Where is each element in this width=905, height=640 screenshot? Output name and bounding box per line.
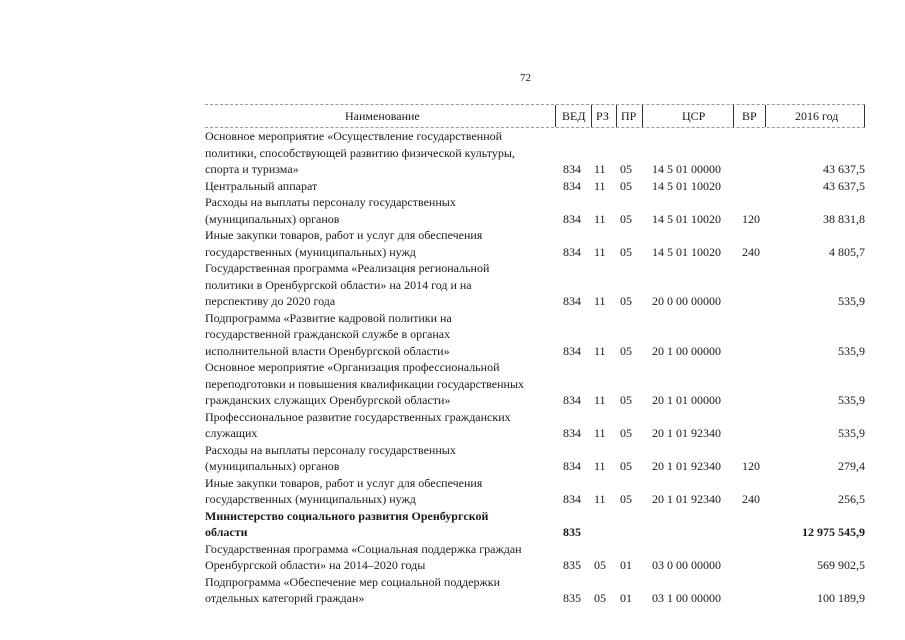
- cell-amount: 100 189,9: [817, 591, 865, 605]
- cell-amount: 43 637,5: [823, 162, 865, 176]
- cell-pr: 05: [620, 211, 632, 226]
- cell-amount: 38 831,8: [823, 211, 865, 226]
- cell-csr: 14 5 01 10020: [652, 244, 721, 259]
- column-divider: [616, 105, 617, 127]
- table-row: [205, 310, 865, 360]
- table-row: [205, 227, 865, 260]
- cell-rz: 11: [594, 211, 606, 226]
- cell-vr: 120: [742, 459, 760, 473]
- cell-amount: 569 902,5: [817, 558, 865, 572]
- row-name: [205, 475, 550, 508]
- cell-pr: 05: [620, 244, 632, 259]
- row-name-line: (муниципальных) органов: [205, 459, 340, 473]
- cell-rz: 11: [594, 178, 606, 193]
- budget-table: [205, 104, 865, 607]
- row-name: [205, 128, 550, 178]
- header-name: Наименование: [345, 109, 420, 123]
- cell-pr: 01: [620, 558, 632, 572]
- row-name: [205, 227, 550, 260]
- column-divider: [765, 105, 766, 127]
- table-row: [205, 194, 865, 227]
- cell-ved: 834: [563, 459, 581, 473]
- table-body: [205, 128, 865, 607]
- cell-csr: 14 5 01 00000: [652, 162, 721, 176]
- cell-ved: 834: [563, 393, 581, 407]
- header-rz: РЗ: [596, 109, 609, 123]
- table-row: [205, 359, 865, 409]
- cell-rz: 11: [594, 426, 606, 440]
- cell-amount: 535,9: [838, 343, 865, 358]
- cell-pr: 01: [620, 591, 632, 605]
- cell-csr: 14 5 01 10020: [652, 178, 721, 193]
- row-name-line: Иные закупки товаров, работ и услуг для обеспечения: [205, 228, 483, 242]
- cell-rz: 11: [594, 343, 606, 358]
- cell-pr: 05: [620, 162, 632, 176]
- row-name-line: отдельных категорий граждан»: [205, 591, 365, 605]
- column-divider: [555, 105, 556, 127]
- header-pr: ПР: [621, 109, 637, 123]
- row-name-line: государственной гражданской службе в органах: [205, 327, 451, 341]
- row-name: [205, 574, 550, 607]
- cell-ved: 834: [563, 244, 581, 259]
- cell-rz: 11: [594, 393, 606, 407]
- cell-ved: 835: [563, 558, 581, 572]
- table-row: [205, 409, 865, 442]
- row-name-line: Профессиональное развитие государственных гражданских: [205, 409, 511, 424]
- row-name-line: области: [205, 525, 248, 539]
- header-ved: ВЕД: [562, 109, 586, 123]
- row-name-line: Иные закупки товаров, работ и услуг для обеспечения: [205, 475, 483, 490]
- row-name-line: переподготовки и повышения квалификации государственных: [205, 376, 525, 391]
- row-name-line: Подпрограмма «Развитие кадровой политики на: [205, 310, 452, 325]
- cell-ved: 834: [563, 426, 581, 440]
- cell-vr: 240: [742, 492, 760, 506]
- cell-csr: 20 1 01 92340: [652, 426, 721, 440]
- row-name: [205, 194, 550, 227]
- row-name-line: Расходы на выплаты персоналу государственных: [205, 195, 456, 209]
- cell-rz: 11: [594, 294, 606, 308]
- cell-rz: 11: [594, 459, 606, 473]
- column-divider: [591, 105, 592, 127]
- cell-amount: 535,9: [838, 426, 865, 440]
- row-name-line: государственных (муниципальных) нужд: [205, 492, 416, 506]
- cell-csr: 20 1 00 00000: [652, 343, 721, 358]
- row-name-line: исполнительной власти Оренбургской области»: [205, 343, 450, 358]
- cell-csr: 03 1 00 00000: [652, 591, 721, 605]
- table-row: [205, 442, 865, 475]
- cell-pr: 05: [620, 426, 632, 440]
- row-name-line: Оренбургской области» на 2014–2020 годы: [205, 558, 426, 572]
- cell-csr: 20 1 01 00000: [652, 393, 721, 407]
- cell-pr: 05: [620, 178, 632, 193]
- row-name-line: Основное мероприятие «Организация профессиональной: [205, 360, 500, 374]
- cell-ved: 834: [563, 294, 581, 308]
- row-name: [205, 310, 550, 360]
- cell-amount: 4 805,7: [829, 244, 865, 259]
- header-vr: ВР: [742, 109, 757, 123]
- cell-rz: 11: [594, 162, 606, 176]
- cell-rz: 05: [594, 591, 606, 605]
- cell-pr: 05: [620, 459, 632, 473]
- column-divider: [642, 105, 643, 127]
- row-name-line: Государственная программа «Социальная поддержка граждан: [205, 541, 522, 556]
- row-name-line: государственных (муниципальных) нужд: [205, 244, 416, 259]
- row-name-line: Центральный аппарат: [205, 178, 318, 193]
- cell-ved: 834: [563, 178, 581, 193]
- cell-amount: 535,9: [838, 294, 865, 308]
- cell-vr: 240: [742, 244, 760, 259]
- row-name-line: (муниципальных) органов: [205, 211, 340, 226]
- cell-vr: 120: [742, 211, 760, 226]
- row-name-line: перспективу до 2020 года: [205, 294, 336, 308]
- cell-amount: 43 637,5: [823, 178, 865, 193]
- column-divider: [864, 105, 865, 127]
- row-name-line: Основное мероприятие «Осуществление государственной: [205, 129, 503, 143]
- row-name-line: Министерство социального развития Оренбургской: [205, 508, 489, 523]
- row-name-line: Подпрограмма «Обеспечение мер социальной поддержки: [205, 574, 501, 589]
- cell-csr: 20 0 00 00000: [652, 294, 721, 308]
- row-name: [205, 178, 550, 195]
- row-name-line: служащих: [205, 426, 258, 440]
- cell-pr: 05: [620, 492, 632, 506]
- cell-csr: 03 0 00 00000: [652, 558, 721, 572]
- table-row: [205, 260, 865, 310]
- table-row: [205, 541, 865, 574]
- row-name: [205, 260, 550, 310]
- cell-amount: 12 975 545,9: [802, 525, 865, 539]
- cell-csr: 20 1 01 92340: [652, 459, 721, 473]
- table-row: [205, 178, 865, 195]
- row-name: [205, 508, 550, 541]
- row-name-line: политики, способствующей развитию физической культуры,: [205, 145, 515, 160]
- cell-rz: 05: [594, 558, 606, 572]
- cell-rz: 11: [594, 244, 606, 259]
- row-name: [205, 409, 550, 442]
- cell-pr: 05: [620, 393, 632, 407]
- cell-csr: 20 1 01 92340: [652, 492, 721, 506]
- page-number: 72: [520, 72, 531, 84]
- table-row: [205, 508, 865, 541]
- cell-ved: 834: [563, 162, 581, 176]
- cell-ved: 835: [563, 591, 581, 605]
- row-name-line: политики в Оренбургской области» на 2014 год и на: [205, 277, 472, 292]
- cell-amount: 279,4: [838, 459, 865, 473]
- row-name: [205, 442, 550, 475]
- cell-pr: 05: [620, 294, 632, 308]
- row-name-line: гражданских служащих Оренбургской области»: [205, 393, 451, 407]
- table-row: [205, 128, 865, 178]
- header-year: 2016 год: [795, 109, 839, 123]
- cell-ved: 834: [563, 492, 581, 506]
- cell-ved: 835: [563, 525, 581, 539]
- row-name-line: Государственная программа «Реализация региональной: [205, 261, 490, 275]
- cell-amount: 535,9: [838, 393, 865, 407]
- table-header: [205, 104, 865, 128]
- row-name: [205, 541, 550, 574]
- cell-rz: 11: [594, 492, 606, 506]
- cell-ved: 834: [563, 211, 581, 226]
- table-row: [205, 475, 865, 508]
- cell-ved: 834: [563, 343, 581, 358]
- row-name: [205, 359, 550, 409]
- row-name-line: спорта и туризма»: [205, 162, 299, 176]
- column-divider: [733, 105, 734, 127]
- cell-amount: 256,5: [838, 492, 865, 506]
- header-csr: ЦСР: [682, 109, 706, 123]
- cell-pr: 05: [620, 343, 632, 358]
- cell-csr: 14 5 01 10020: [652, 211, 721, 226]
- table-row: [205, 574, 865, 607]
- row-name-line: Расходы на выплаты персоналу государственных: [205, 442, 456, 457]
